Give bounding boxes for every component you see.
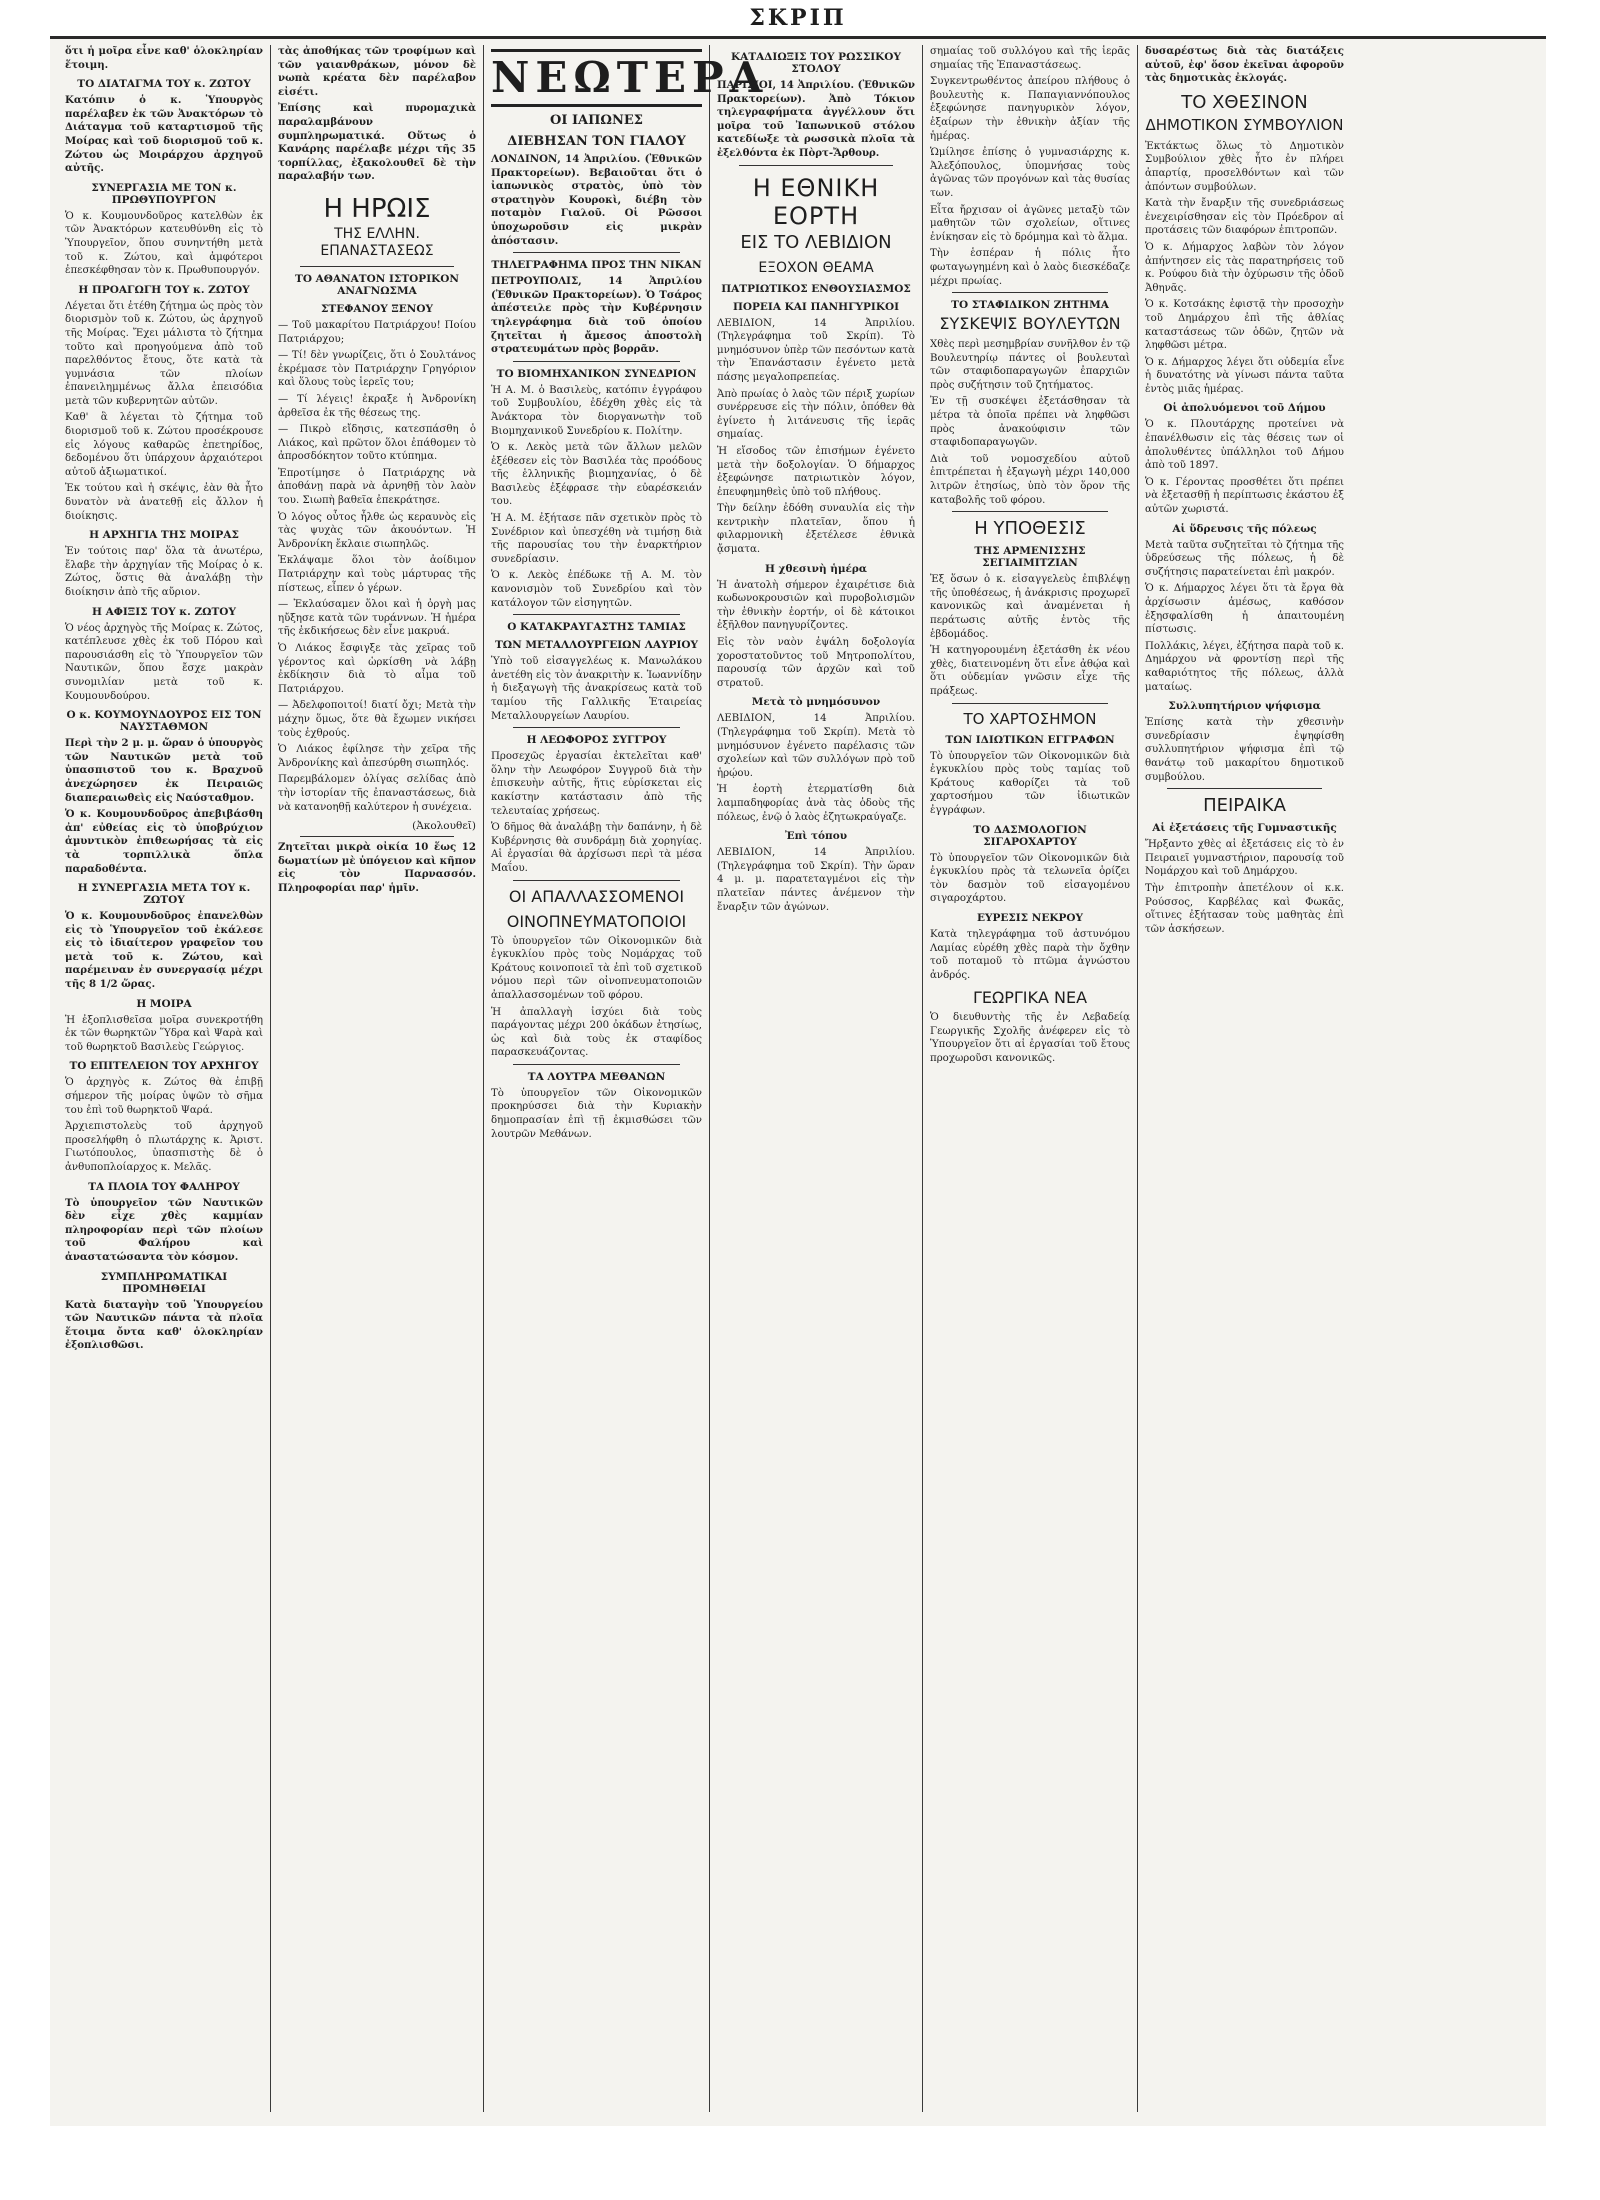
section-heading: ΤΟ ΧΑΡΤΟΣΗΜΟΝ [963,709,1097,728]
section-heading: ΤΟ ΣΤΑΦΙΔΙΚΟΝ ΖΗΤΗΜΑ [951,299,1109,312]
article-text: Ἡ Α. Μ. ἐξήτασε πᾶν σχετικὸν πρὸς τὸ Συνέδριον καὶ ὑπεσχέθη νὰ τιμήσῃ διὰ τῆς παρουσίας του τὴν ἐναρκτήριον συνεδρίασιν. [491,513,702,565]
article-text: Ἡ ἑορτὴ ἐτερματίσθη διὰ λαμπαδηφορίας ἀνὰ τὰς ὁδοὺς τῆς πόλεως, ἐνῷ ὁ λαὸς ἐζητωκραύγαζε. [717,784,915,823]
article-text: Ὁ Λιάκος ἔσφιγξε τὰς χεῖρας τοῦ γέροντος καὶ ὡρκίσθη νὰ λάβῃ ἐκδίκησιν διὰ τὸ αἷμα τοῦ Πατριάρχου. [278,643,476,695]
newspaper-page [50,5,1546,2126]
divider [952,292,1108,293]
author-name: ΣΤΕΦΑΝΟΥ ΞΕΝΟΥ [320,302,434,315]
article-text: Κατόπιν ὁ κ. Ὑπουργὸς παρέλαβεν ἐκ τῶν Ἀνακτόρων τὸ Διάταγμα τοῦ καταρτισμοῦ τῆς Μοίρας καὶ τοῦ διορισμοῦ τοῦ κ. Ζώτου ὡς Μοιράρχου ἀρχηγοῦ αὐτῆς. [65,94,263,175]
section-heading: ΤΟ ΧΘΕΣΙΝΟΝ [1181,91,1308,113]
section-heading: ΚΑΤΑΔΙΩΞΙΣ ΤΟΥ ΡΩΣΣΙΚΟΥ ΣΤΟΛΟΥ [731,51,901,75]
article-text: Ἐν τούτοις παρ' ὅλα τὰ ἀνωτέρω, ἔλαβε τὴν ἀρχηγίαν τῆς Μοίρας ὁ κ. Ζώτος, ὅστις θὰ ἀναλάβῃ τὴν διοίκησιν ἀπὸ τῆς αὔριον. [65,546,263,598]
article-text: Ἡ κατηγορουμένη ἐξετάσθη ἐκ νέου χθὲς, διατεινομένη ὅτι εἶνε ἀθῴα καὶ ὅτι οὐδεμίαν γνῶσιν εἶχε τῆς πράξεως. [930,645,1130,697]
divider [300,266,454,267]
article-text: σημαίας τοῦ συλλόγου καὶ τῆς ἱερᾶς σημαίας τῆς Ἐπαναστάσεως. [930,46,1130,71]
classified-ad: Ζητεῖται μικρὰ οἰκία 10 ἕως 12 δωματίων μὲ ὑπόγειον καὶ κῆπον εἰς τὸν Παρνασσόν. Πληροφορίαι παρ' ἡμῖν. [278,841,476,894]
article-text: τὰς ἀποθήκας τῶν τροφίμων καὶ τῶν γαιανθράκων, μόνον δὲ νωπὰ κρέατα δὲν παρέλαβον εἰσέτι. [278,45,476,98]
columns-container [58,45,1538,2112]
section-heading: Η ΥΠΟΘΕΣΙΣ [974,518,1086,540]
article-text: Ὡμίλησε ἐπίσης ὁ γυμνασιάρχης κ. Ἀλεξόπουλος, ὑπομνήσας τοὺς ἀγῶνας τῶν προγόνων καὶ τὰς θυσίας των. [930,147,1130,199]
article-text: Ἐξ ὅσων ὁ κ. εἰσαγγελεὺς ἐπιβλέψῃ τῆς ὑποθέσεως, ἡ ἀνάκρισις προχωρεῖ κανονικῶς καὶ ἀναμένεται ἡ περάτωσις αὐτῆς ἐντὸς τῆς ἑβδομάδος. [930,574,1130,640]
section-heading: ΠΕΙΡΑΙΚΑ [1203,795,1286,817]
article-text: ΛΟΝΔΙΝΟΝ, 14 Ἀπριλίου. (Ἐθνικῶν Πρακτορείων). Βεβαιοῦται ὅτι ὁ ἰαπωνικὸς στρατὸς, ὑπὸ τὸν στρατηγὸν Κουροκὶ, διέβη τὸν ποταμὸν Γιαλοῦ. Οἱ Ρῶσσοι ὑποχωροῦσιν εἰς μικρὰν ἀπόστασιν. [491,153,702,247]
article-text: Εἰς τὸν ναὸν ἐψάλη δοξολογία χοροστατοῦντος τοῦ Μητροπολίτου, παρουσίᾳ τῶν ἀρχῶν καὶ τοῦ στρατοῦ. [717,637,915,689]
article-text: Διὰ τοῦ νομοσχεδίου αὐτοῦ ἐπιτρέπεται ἡ ἐξαγωγὴ μέχρι 140,000 λιτρῶν ἐτησίως, ὑπὸ τὸν ὅρον τῆς καταβολῆς τοῦ φόρου. [930,453,1130,506]
section-heading: ΤΗΣ ΑΡΜΕΝΙΣΣΗΣ ΣΕΓΙΑΙΜΙΤΖΙΑΝ [974,545,1086,570]
article-text: Τὴν δείλην ἐδόθη συναυλία εἰς τὴν κεντρικὴν πλατεῖαν, ὅπου ἡ φιλαρμονικὴ ἐξετέλεσε ἐθνικὰ ᾄσματα. [717,503,915,556]
article-text: Τὴν ἐπιτροπὴν ἀπετέλουν οἱ κ.κ. Ρούσσος, Καρβέλας καὶ Φωκᾶς, οἵτινες ἐξήτασαν τοὺς μαθητὰς ἐπὶ τῶν ἀσκήσεων. [1145,882,1344,935]
article-text: — Ἐκλαύσαμεν ὅλοι καὶ ἡ ὀργὴ μας ηὔξησε κατὰ τῶν τυράννων. Ἡ ἡμέρα τῆς ἐκδικήσεως δὲν εἶνε μακρυά. [278,599,476,638]
divider [513,727,680,728]
section-heading: Οἱ ἀπολυόμενοι τοῦ Δήμου [1163,402,1326,415]
article-text: Ἐν τῇ συσκέψει ἐξετάσθησαν τὰ μέτρα τὰ ὁποῖα πρέπει νὰ ληφθῶσι πρὸς ἀνακούφισιν τῶν σταφιδοπαραγωγῶν. [930,396,1130,449]
article-text: Ὁ Λιάκος ἐφίλησε τὴν χεῖρα τῆς Ἀνδρονίκης καὶ ἀπεσύρθη σιωπηλός. [278,744,476,769]
column-4 [710,45,923,2112]
article-text: Ὁ κ. Κουμουνδοῦρος κατελθὼν ἐκ τῶν Ἀνακτόρων κατευθύνθη εἰς τὸ Ὑπουργεῖον, ὅπου συνηντήθη μετὰ τοῦ κ. Ζώτου, καὶ ἀμφότεροι ἐπεσκέφθησαν τὸν κ. Πρωθυπουργόν. [65,210,263,277]
article-text: Ὁ νέος ἀρχηγὸς τῆς Μοίρας κ. Ζώτος, κατέπλευσε χθὲς ἐκ τοῦ Πόρου καὶ παρουσιάσθη εἰς τὸ Ὑπουργεῖον τῶν Ναυτικῶν, ὅπου ἔσχε μακρὰν συνομιλίαν μετὰ τοῦ κ. Κουμουνδούρου. [65,622,263,702]
article-text: Τὸ ὑπουργεῖον τῶν Οἰκονομικῶν διὰ ἐγκυκλίου πρὸς τὰ τελωνεῖα ὁρίζει τὸν δασμὸν τοῦ εἰσαγομένου σιγαροχάρτου. [930,852,1130,905]
article-text: Ἀπὸ πρωίας ὁ λαὸς τῶν πέριξ χωρίων συνέρρευσε εἰς τὴν πόλιν, ὁπόθεν θὰ ἐγίνετο ἡ λιτάνευσις τῆς ἱερᾶς σημαίας. [717,388,915,441]
section-heading: ΤΟ ΕΠΙΤΕΛΕΙΟΝ ΤΟΥ ΑΡΧΗΓΟΥ [69,1060,259,1073]
feature-title: Η ΗΡΩΙΣ [323,193,431,224]
article-text: — Πικρὸ εἴδησις, κατεσπάσθη ὁ Λιάκος, καὶ πρῶτον ὅλοι ἐπάθομεν τὸ ἀπροσδόκητον τοῦτο κτύπημα. [278,424,476,463]
feature-subtitle: ΣΥΣΚΕΨΙΣ ΒΟΥΛΕΥΤΩΝ [939,314,1121,334]
section-heading: ΤΗΛΕΓΡΑΦΗΜΑ ΠΡΟΣ ΤΗΝ ΝΙΚΑΝ [491,259,702,272]
article-text: ΛΕΒΙΔΙΟΝ, 14 Ἀπριλίου. (Τηλεγράφημα τοῦ Σκρίπ). Τὸ μνημόσυνον ὑπὲρ τῶν πεσόντων κατὰ τὴν Ἐπανάστασιν ἐγένετο μετὰ πάσης μεγαλοπρεπείας. [717,317,915,383]
article-text: Εἶτα ἤρχισαν οἱ ἀγῶνες μεταξὺ τῶν μαθητῶν τῶν σχολείων, οἵτινες ἐνίκησαν εἰς τὸ δρόμημα καὶ τὸ ἅλμα. [930,204,1130,243]
article-text: Ὁ κ. Κουμουνδοῦρος ἐπανελθὼν εἰς τὸ Ὑπουργεῖον τοῦ ἐκάλεσε εἰς τὸ ἰδιαίτερον γραφεῖον του μετὰ τοῦ κ. Ζώτου, καὶ παρέμειναν ἐν συνεργασίᾳ μέχρι τῆς 8 1/2 ὥρας. [65,910,263,991]
section-heading: Ο ΚΑΤΑΚΡΑΥΓΑΣΤΗΣ ΤΑΜΙΑΣ [507,621,686,634]
article-text: Τὸ ὑπουργεῖον τῶν Οἰκονομικῶν διὰ ἐγκυκλίου πρὸς τοὺς Νομάρχας τοῦ Κράτους κοινοποιεῖ τὰ ἐπὶ τοῦ σχετικοῦ νόμου περὶ τῶν οἰνοπνευματοποιῶν ἀπαλλασσομένων τοῦ φόρου. [491,935,702,1001]
section-heading: ΤΟ ΑΘΑΝΑΤΟΝ ΙΣΤΟΡΙΚΟΝ ΑΝΑΓΝΩΣΜΑ [295,272,459,297]
continuation-note: (Ἀκολουθεῖ) [412,820,476,833]
section-heading: ΟΙΝΟΠΝΕΥΜΑΤΟΠΟΙΟΙ [506,911,687,931]
divider [300,836,454,837]
article-text: Ὁ κ. Κουμουνδοῦρος ἀπεβιβάσθη ἀπ' εὐθείας εἰς τὸ ὑποβρύχιον ἀμυντικὸν ἐπιθεωρήσας τὰ εἰς τὰ τορπιλλικὰ ὅπλα παραδοθέντα. [65,808,263,875]
divider [952,511,1108,512]
article-text: Ἐπροτίμησε ὁ Πατριάρχης νὰ ἀποθάνῃ παρὰ νὰ ἀρνηθῇ τὸν λαὸν του. Σιωπὴ βαθεῖα ἐπεκράτησε. [278,467,476,507]
section-heading: ΟΙ ΑΠΑΛΛΑΣΣΟΜΕΝΟΙ [508,886,685,906]
article-text: ΠΕΤΡΟΥΠΟΛΙΣ, 14 Ἀπριλίου (Ἐθνικῶν Πρακτορείων). Ὁ Τσάρος ἀπέστειλε πρὸς τὴν Κυβέρνησιν τηλεγράφημα διὰ τοῦ ὁποίου ζητεῖται ἡ ἄμεσος ἀποστολὴ στρατευμάτων πρὸς βορρᾶν. [491,275,702,356]
article-text: Ὁ κ. Δήμαρχος λέγει ὅτι τὰ ἔργα θὰ ἀρχίσωσιν ἀμέσως, καθόσον ἐξησφαλίσθη ἡ ἀπαιτουμένη πίστωσις. [1145,583,1344,636]
article-text: ΛΕΒΙΔΙΟΝ, 14 Ἀπριλίου. (Τηλεγράφημα τοῦ Σκρίπ). Μετὰ τὸ μνημόσυνον ἐγένετο παρέλασις τῶν σχολείων καὶ τῶν συλλόγων πρὸ τοῦ ἡρῴου. [717,713,915,779]
article-text: — Τοῦ μακαρίτου Πατριάρχου! Ποίου Πατριάρχου; [278,319,476,345]
section-heading: Μετὰ τὸ μνημόσυνον [751,696,881,709]
article-text: Ἐπίσης καὶ πυρομαχικὰ παραλαμβάνουν συμπληρωματικά. Οὕτως ὁ Κανάρης παρέλαβε μέχρι τῆς 35 τορπίλλας, ἐξακολουθεῖ δὲ τὴν παραλαβήν των. [278,102,476,183]
section-heading: ΤΟ ΔΑΣΜΟΛΟΓΙΟΝ ΣΙΓΑΡΟΧΑΡΤΟΥ [973,823,1087,848]
article-text: Λέγεται ὅτι ἐτέθη ζήτημα ὡς πρὸς τὸν διορισμὸν τοῦ κ. Ζώτου, ὡς ἀρχηγοῦ τῆς Μοίρας. Ἔχει μάλιστα τὸ ζήτημα τοῦτο καὶ προηγούμενα ἀπὸ τοῦ παρελθόντος ἔτους, ὅτε κατὰ τὰ γυμνάσια τῶν πλοίων ἐπανειλημμένως ἄλλα ἐπεισόδια μετὰ τῶν κυβερνητῶν αὐτῶν. [65,300,263,407]
section-heading: Η ΜΟΙΡΑ [136,997,192,1010]
article-text: Ἐπίσης κατὰ τὴν χθεσινὴν συνεδρίασιν ἐψηφίσθη συλλυπητήριον ψήφισμα ἐπὶ τῷ θανάτῳ τοῦ μακαρίτου δημοτικοῦ συμβούλου. [1145,717,1344,783]
section-heading: Η ΠΡΟΑΓΩΓΗ ΤΟΥ κ. ΖΩΤΟΥ [78,283,250,296]
section-heading: ΔΙΕΒΗΣΑΝ ΤΟΝ ΓΙΑΛΟΥ [507,134,686,149]
article-text: Ἐκ τούτου καὶ ἡ σκέψις, ἐὰν θὰ ἦτο δυνατὸν νὰ ἀνατεθῇ εἰς ἄλλον ἡ διοίκησις. [65,483,263,522]
feature-subtitle: ΔΗΜΟΤΙΚΟΝ ΣΥΜΒΟΥΛΙΟΝ [1145,115,1344,134]
article-text: Πολλάκις, λέγει, ἐζήτησα παρὰ τοῦ κ. Δημάρχου νὰ φροντίσῃ περὶ τῆς καθαριότητος τῆς πόλεως, ἀλλὰ ματαίως. [1145,640,1344,693]
article-text: Καθ' ἃ λέγεται τὸ ζήτημα τοῦ διορισμοῦ τοῦ κ. Ζώτου προσέκρουσε εἰς λόγους καθαρῶς ἐπετηρίδος, δεδομένου ὅτι ὑπάρχουν ἀρχαιότεροι αὐτοῦ ἀξιωματικοί. [65,412,263,478]
feature-subtitle: ΕΙΣ ΤΟ ΛΕΒΙΔΙΟΝ [740,231,892,253]
divider [952,703,1108,704]
article-text: Τὸ ὑπουργεῖον τῶν Οἰκονομικῶν προκηρύσσει διὰ τὴν Κυριακὴν δημοπρασίαν ἐπὶ τῇ ἐκμισθώσει τῶν λουτρῶν Μεθάνων. [491,1087,702,1140]
news-banner: ΝΕΩΤΕΡΑ [491,49,702,107]
section-heading: Η ΑΡΧΗΓΙΑ ΤΗΣ ΜΟΙΡΑΣ [89,529,239,542]
article-text: Ὁ κ. Πλουτάρχης προτείνει νὰ ἐπανέλθωσιν εἰς τὰς θέσεις των οἱ ἀπολυθέντες ὑπάλληλοι τοῦ Δήμου ἀπὸ τοῦ 1897. [1145,419,1344,472]
article-text: Παρεμβάλομεν ὀλίγας σελίδας ἀπὸ τὴν ἱστορίαν τῆς ἐπαναστάσεως, διὰ νὰ κατανοηθῇ καλύτερον ἡ συνέχεια. [278,774,476,813]
column-2 [271,45,484,2112]
section-heading: ΟΙ ΙΑΠΩΝΕΣ [550,113,643,128]
article-text: Ἤρξαντο χθὲς αἱ ἐξετάσεις εἰς τὸ ἐν Πειραιεῖ γυμναστήριον, παρουσίᾳ τοῦ Νομάρχου καὶ τοῦ Δημάρχου. [1145,839,1344,878]
article-text: Ὁ λόγος οὗτος ἦλθε ὡς κεραυνὸς εἰς τὰς ψυχὰς τῶν ἀκουόντων. Ἡ Ἀνδρονίκη ἔκλαιε σιωπηλῶς. [278,511,476,550]
article-text: Ὁ κ. Δήμαρχος λέγει ὅτι οὐδεμία εἶνε ἡ δυνατότης νὰ γίνωσι πάντα ταῦτα ἐντὸς μιᾶς ἡμέρας. [1145,356,1344,395]
section-heading: Συλλυπητήριον ψήφισμα [1168,700,1321,713]
article-text: Ὁ ἀρχηγὸς κ. Ζώτος θὰ ἐπιβῇ σήμερον τῆς μοίρας ὑψῶν τὸ σῆμα του ἐπὶ τοῦ θωρηκτοῦ Ψαρά. [65,1077,263,1116]
section-heading: Η ΣΥΝΕΡΓΑΣΙΑ ΜΕΤΑ ΤΟΥ κ. ΖΩΤΟΥ [77,882,251,907]
section-heading: ΠΟΡΕΙΑ ΚΑΙ ΠΑΝΗΓΥΡΙΚΟΙ [732,300,900,313]
section-heading: Η ΛΕΩΦΟΡΟΣ ΣΥΓΓΡΟΥ [526,734,667,747]
section-heading: Αἱ ἐξετάσεις τῆς Γυμναστικῆς [1152,822,1337,835]
section-heading: ΠΑΤΡΙΩΤΙΚΟΣ ΕΝΘΟΥΣΙΑΣΜΟΣ [721,282,911,295]
divider [513,1064,680,1065]
section-heading: ΤΑ ΠΛΟΙΑ ΤΟΥ ΦΑΛΗΡΟΥ [88,1180,240,1193]
article-text: Ὁ κ. Κοτσάκης ἐφιστᾷ τὴν προσοχὴν τοῦ Δημάρχου ἐπὶ τῆς ἀθλίας καταστάσεως τῶν ὁδῶν, ζητῶν νὰ ληφθῶσι μέτρα. [1145,299,1344,352]
article-text: Ὁ κ. Λεκὸς μετὰ τῶν ἄλλων μελῶν ἐξέθεσεν εἰς τὸν Βασιλέα τὰς προόδους τῆς ἑλληνικῆς βιομηχανίας, ὁ δὲ Βασιλεὺς ἐξέφρασε τὴν εὐαρέσκειάν του. [491,442,702,508]
article-text: ὅτι ἡ μοῖρα εἶνε καθ' ὁλοκληρίαν ἕτοιμη. [65,45,263,71]
column-5 [923,45,1138,2112]
article-text: Τὴν ἑσπέραν ἡ πόλις ἦτο φωταγωγημένη καὶ ὁ λαὸς διεσκέδαζε μέχρι πρωίας. [930,248,1130,287]
section-heading: ΤΩΝ ΜΕΤΑΛΛΟΥΡΓΕΙΩΝ ΛΑΥΡΙΟΥ [494,639,699,652]
divider [513,361,680,362]
article-text: Ἐκτάκτως ὅλως τὸ Δημοτικὸν Συμβούλιον χθὲς ἦτο ἐν πλήρει ἀπαρτίᾳ, προσελθόντων καὶ τῶν ἀπόντων συμβούλων. [1145,140,1344,193]
masthead: ΣΚΡΙΠ [749,5,847,31]
article-text: Ὁ κ. Δήμαρχος λαβὼν τὸν λόγον ἀπήντησεν εἰς τὰς παρατηρήσεις τοῦ κ. Ρούφου διὰ τὴν ὀχύρωσιν τῆς ὁδοῦ Ἀθηνᾶς. [1145,241,1344,294]
article-text: Ἡ ἀνατολὴ σήμερον ἐχαιρέτισε διὰ κωδωνοκρουσιῶν καὶ πυροβολισμῶν τὴν ἐθνικὴν ἑορτήν, οἱ δὲ κάτοικοι ἐξῆλθον πανηγυρίζοντες. [717,579,915,632]
article-text: Ἀρχιεπιστολεὺς τοῦ ἀρχηγοῦ προσελήφθη ὁ πλωτάρχης κ. Ἀριστ. Γιωτόπουλος, ὑπασπιστὴς δὲ ὁ ἀνθυποπλοίαρχος κ. Μελᾶς. [65,1121,263,1173]
article-text: Ἡ ἀπαλλαγὴ ἰσχύει διὰ τοὺς παράγοντας μέχρι 200 ὀκάδων ἐτησίως, ὡς καὶ διὰ τοὺς ἐκ σταφίδος παρασκευάζοντας. [491,1006,702,1059]
article-text: Ὁ δῆμος θὰ ἀναλάβῃ τὴν δαπάνην, ἡ δὲ Κυβέρνησις θὰ συνδράμῃ διὰ χορηγίας. Αἱ ἐργασίαι θὰ ἀρχίσωσι περὶ τὰ μέσα Μαΐου. [491,822,702,874]
article-text: — Τί λέγεις! ἐκραξε ἡ Ἀνδρονίκη ἀρθεῖσα ἐκ τῆς θέσεως της. [278,393,476,419]
section-heading: ΣΥΜΠΛΗΡΩΜΑΤΙΚΑΙ ΠΡΟΜΗΘΕΙΑΙ [100,1270,228,1295]
divider [1167,788,1322,789]
article-text: Ἐκλάψαμε ὅλοι τὸν ἀοίδιμον Πατριάρχην καὶ τοὺς μάρτυρας τῆς πίστεως, εἶπεν ὁ γέρων. [278,555,476,594]
feature-subtitle: ΤΗΣ ΕΛΛΗΝ. ΕΠΑΝΑΣΤΑΣΕΩΣ [320,225,434,259]
divider [513,880,680,881]
article-text: Κατὰ τὴν ἔναρξιν τῆς συνεδριάσεως ἐνεχειρίσθησαν εἰς τὸν Πρόεδρον αἱ προτάσεις τῶν διαφόρων ἐπιτροπῶν. [1145,198,1344,237]
section-heading: Η χθεσινὴ ἡμέρα [764,562,868,575]
column-6 [1138,45,1351,2112]
section-heading: ΕΥΡΕΣΙΣ ΝΕΚΡΟΥ [976,911,1084,924]
article-text: Ὁ κ. Γέροντας προσθέτει ὅτι πρέπει νὰ ἐξετασθῇ ἡ περίπτωσις ἑκάστου ἐξ αὐτῶν χωριστά. [1145,476,1344,516]
column-3 [484,45,769,2112]
article-text: Συγκεντρωθέντος ἀπείρου πλήθους ὁ βουλευτὴς κ. Παπαγιαννόπουλος ἐξεφώνησε πανηγυρικὸν λόγον, ἐξαίρων τὴν ἐθνικὴν ἀξίαν τῆς ἡμέρας. [930,76,1130,142]
section-heading: ΤΩΝ ΙΔΙΩΤΙΚΩΝ ΕΓΓΡΑΦΩΝ [945,733,1115,746]
article-text: Τὸ ὑπουργεῖον τῶν Ναυτικῶν δὲν εἶχε χθὲς καμμίαν πληροφορίαν περὶ τῶν πλοίων τοῦ Φαλήρου καὶ ἀναστατώσαντα τὸν κόσμον. [65,1196,263,1263]
section-heading: ΣΥΝΕΡΓΑΣΙΑ ΜΕ ΤΟΝ κ. ΠΡΩΘΥΠΟΥΡΓΟΝ [91,181,237,206]
article-text: Ἡ ἐξοπλισθεῖσα μοῖρα συνεκροτήθη ἐκ τῶν θωρηκτῶν Ὕδρα καὶ Ψαρὰ καὶ τοῦ θωρηκτοῦ Βασιλεὺς Γεώργιος. [65,1014,263,1053]
article-text: Ἡ εἴσοδος τῶν ἐπισήμων ἐγένετο μετὰ τὴν δοξολογίαν. Ὁ δήμαρχος ἐξεφώνησε πατριωτικὸν λόγον, ἐπευφημηθεὶς ὑπὸ τοῦ πλήθους. [717,445,915,498]
article-text: Τὸ ὑπουργεῖον τῶν Οἰκονομικῶν διὰ ἐγκυκλίου πρὸς τοὺς ταμίας τοῦ Κράτους καθορίζει τὰ τοῦ χαρτοσήμου τῶν ἰδιωτικῶν ἐγγράφων. [930,750,1130,816]
article-text: ΠΑΡΙΣΙΟΙ, 14 Ἀπριλίου. (Ἐθνικῶν Πρακτορείων). Ἀπὸ Τόκιον τηλεγραφήματα ἀγγέλλουν ὅτι μοῖρα τοῦ Ἰαπωνικοῦ στόλου κατεδίωξε τὰ ρωσσικὰ πλοῖα τὰ ἐξελθόντα ἐκ Πὸρτ-Ἄρθουρ. [717,79,915,159]
section-heading: ΤΟ ΔΙΑΤΑΓΜΑ ΤΟΥ κ. ΖΩΤΟΥ [77,78,251,91]
column-1 [58,45,271,2112]
article-text: Ὁ διευθυντὴς τῆς ἐν Λεβαδείᾳ Γεωργικῆς Σχολῆς ἀνέφερεν εἰς τὸ Ὑπουργεῖον ὅτι αἱ ἐργασίαι τοῦ ἔτους προχωροῦσι κανονικῶς. [930,1012,1130,1065]
article-text: Κατὰ τηλεγράφημα τοῦ ἀστυνόμου Λαμίας εὑρέθη χθὲς παρὰ τὴν ὄχθην τοῦ ποταμοῦ τὸ πτῶμα ἀγνώστου ἀνδρός. [930,928,1130,981]
article-text: Ἡ Α. Μ. ὁ Βασιλεὺς, κατόπιν ἐγγράφου τοῦ Συμβουλίου, ἐδέχθη χθὲς εἰς τὰ Ἀνάκτορα τὸν διοργανωτὴν τοῦ Βιομηχανικοῦ Συνεδρίου κ. Πολίτην. [491,384,702,437]
section-heading: Η ΑΦΙΞΙΣ ΤΟΥ κ. ΖΩΤΟΥ [92,605,236,618]
article-text: — Τί! δὲν γνωρίζεις, ὅτι ὁ Σουλτάνος ἐκρέμασε τὸν Πατριάρχην Γρηγόριον καὶ ὅλους τοὺς ἱερεῖς του; [278,350,476,389]
section-heading: Ο κ. ΚΟΥΜΟΥΝΔΟΥΡΟΣ ΕΙΣ ΤΟΝ ΝΑΥΣΤΑΘΜΟΝ [66,709,262,734]
article-text: — Ἀδελφοποιτοί! διατί ὄχι; Μετὰ τὴν μάχην ὅμως, ὅτε θὰ ἔχωμεν νικήσει τοὺς ἐχθρούς. [278,700,476,739]
divider [513,252,680,253]
article-text: Κατὰ διαταγὴν τοῦ Ὑπουργείου τῶν Ναυτικῶν πάντα τὰ πλοῖα ἕτοιμα ὄντα καθ' ὁλοκληρίαν ἐξοπλισθῶσι. [65,1298,263,1352]
article-text: Προσεχῶς ἐργασίαι ἐκτελεῖται καθ' ὅλην τὴν Λεωφόρον Συγγροῦ διὰ τὴν ἐπισκευὴν αὐτῆς, ἥτις εὑρίσκεται εἰς κακίστην κατάστασιν ἀπὸ τῆς τελευταίας χρήσεως. [491,751,702,817]
feature-title: Η ΕΘΝΙΚΗ ΕΟΡΤΗ [752,173,880,230]
section-heading: Ἐπὶ τόπου [784,830,848,843]
article-text: δυσαρέστως διὰ τὰς διατάξεις αὐτοῦ, ἐφ' ὅσον ἐκεῖναι ἀφοροῦν τὰς δημοτικὰς ἐκλογάς. [1145,45,1344,85]
article-text: Μετὰ ταῦτα συζητεῖται τὸ ζήτημα τῆς ὑδρεύσεως τῆς πόλεως, ἡ δὲ συζήτησις παρατείνεται ἐπὶ μακρόν. [1145,539,1344,578]
divider [513,614,680,615]
section-heading: Αἱ ὕδρευσις τῆς πόλεως [1172,522,1317,535]
divider [739,165,893,166]
article-text: Ὁ κ. Λεκὸς ἐπέδωκε τῇ Α. Μ. τὸν κανονισμὸν τοῦ Συνεδρίου καὶ τὸν κατάλογον τῶν εἰσηγητῶν. [491,570,702,609]
section-heading: ΤΟ ΒΙΟΜΗΧΑΝΙΚΟΝ ΣΥΝΕΔΡΙΟΝ [496,367,697,380]
feature-subtitle: ΕΞΟΧΟΝ ΘΕΑΜΑ [758,259,874,276]
article-text: Ὑπὸ τοῦ εἰσαγγελέως κ. Μανωλάκου ἀνετέθη εἰς τὸν ἀνακριτὴν κ. Ἰωαννίδην ἡ διεξαγωγὴ τῆς ἀνακρίσεως κατὰ τοῦ ταμίου τῆς Γαλλικῆς Ἑταιρείας Μεταλλουργείων Λαυρίου. [491,656,702,722]
article-text: Χθὲς περὶ μεσημβρίαν συνῆλθον ἐν τῷ Βουλευτηρίῳ πάντες οἱ βουλευταὶ τῶν σταφιδοπαραγωγῶν ἐπαρχιῶν πρὸς συζήτησιν τοῦ ζητήματος. [930,339,1130,391]
article-text: Περὶ τὴν 2 μ. μ. ὥραν ὁ ὑπουργὸς τῶν Ναυτικῶν μετὰ τοῦ ὑπασπιστοῦ του κ. Βραχνοῦ ἀνεχώρησεν ἐκ Πειραιῶς διαπεραιωθεὶς εἰς Ναύσταθμον. [65,737,263,804]
article-text: ΛΕΒΙΔΙΟΝ, 14 Ἀπριλίου. (Τηλεγράφημα τοῦ Σκρίπ). Τὴν ὥραν 4 μ. μ. παρατεταγμένοι εἰς τὴν πλατεῖαν πάντες ἀνέμενον τὴν ἔναρξιν τῶν ἀγώνων. [717,847,915,913]
section-heading: ΓΕΩΡΓΙΚΑ ΝΕΑ [972,988,1088,1008]
section-heading: ΤΑ ΛΟΥΤΡΑ ΜΕΘΑΝΩΝ [527,1070,666,1083]
